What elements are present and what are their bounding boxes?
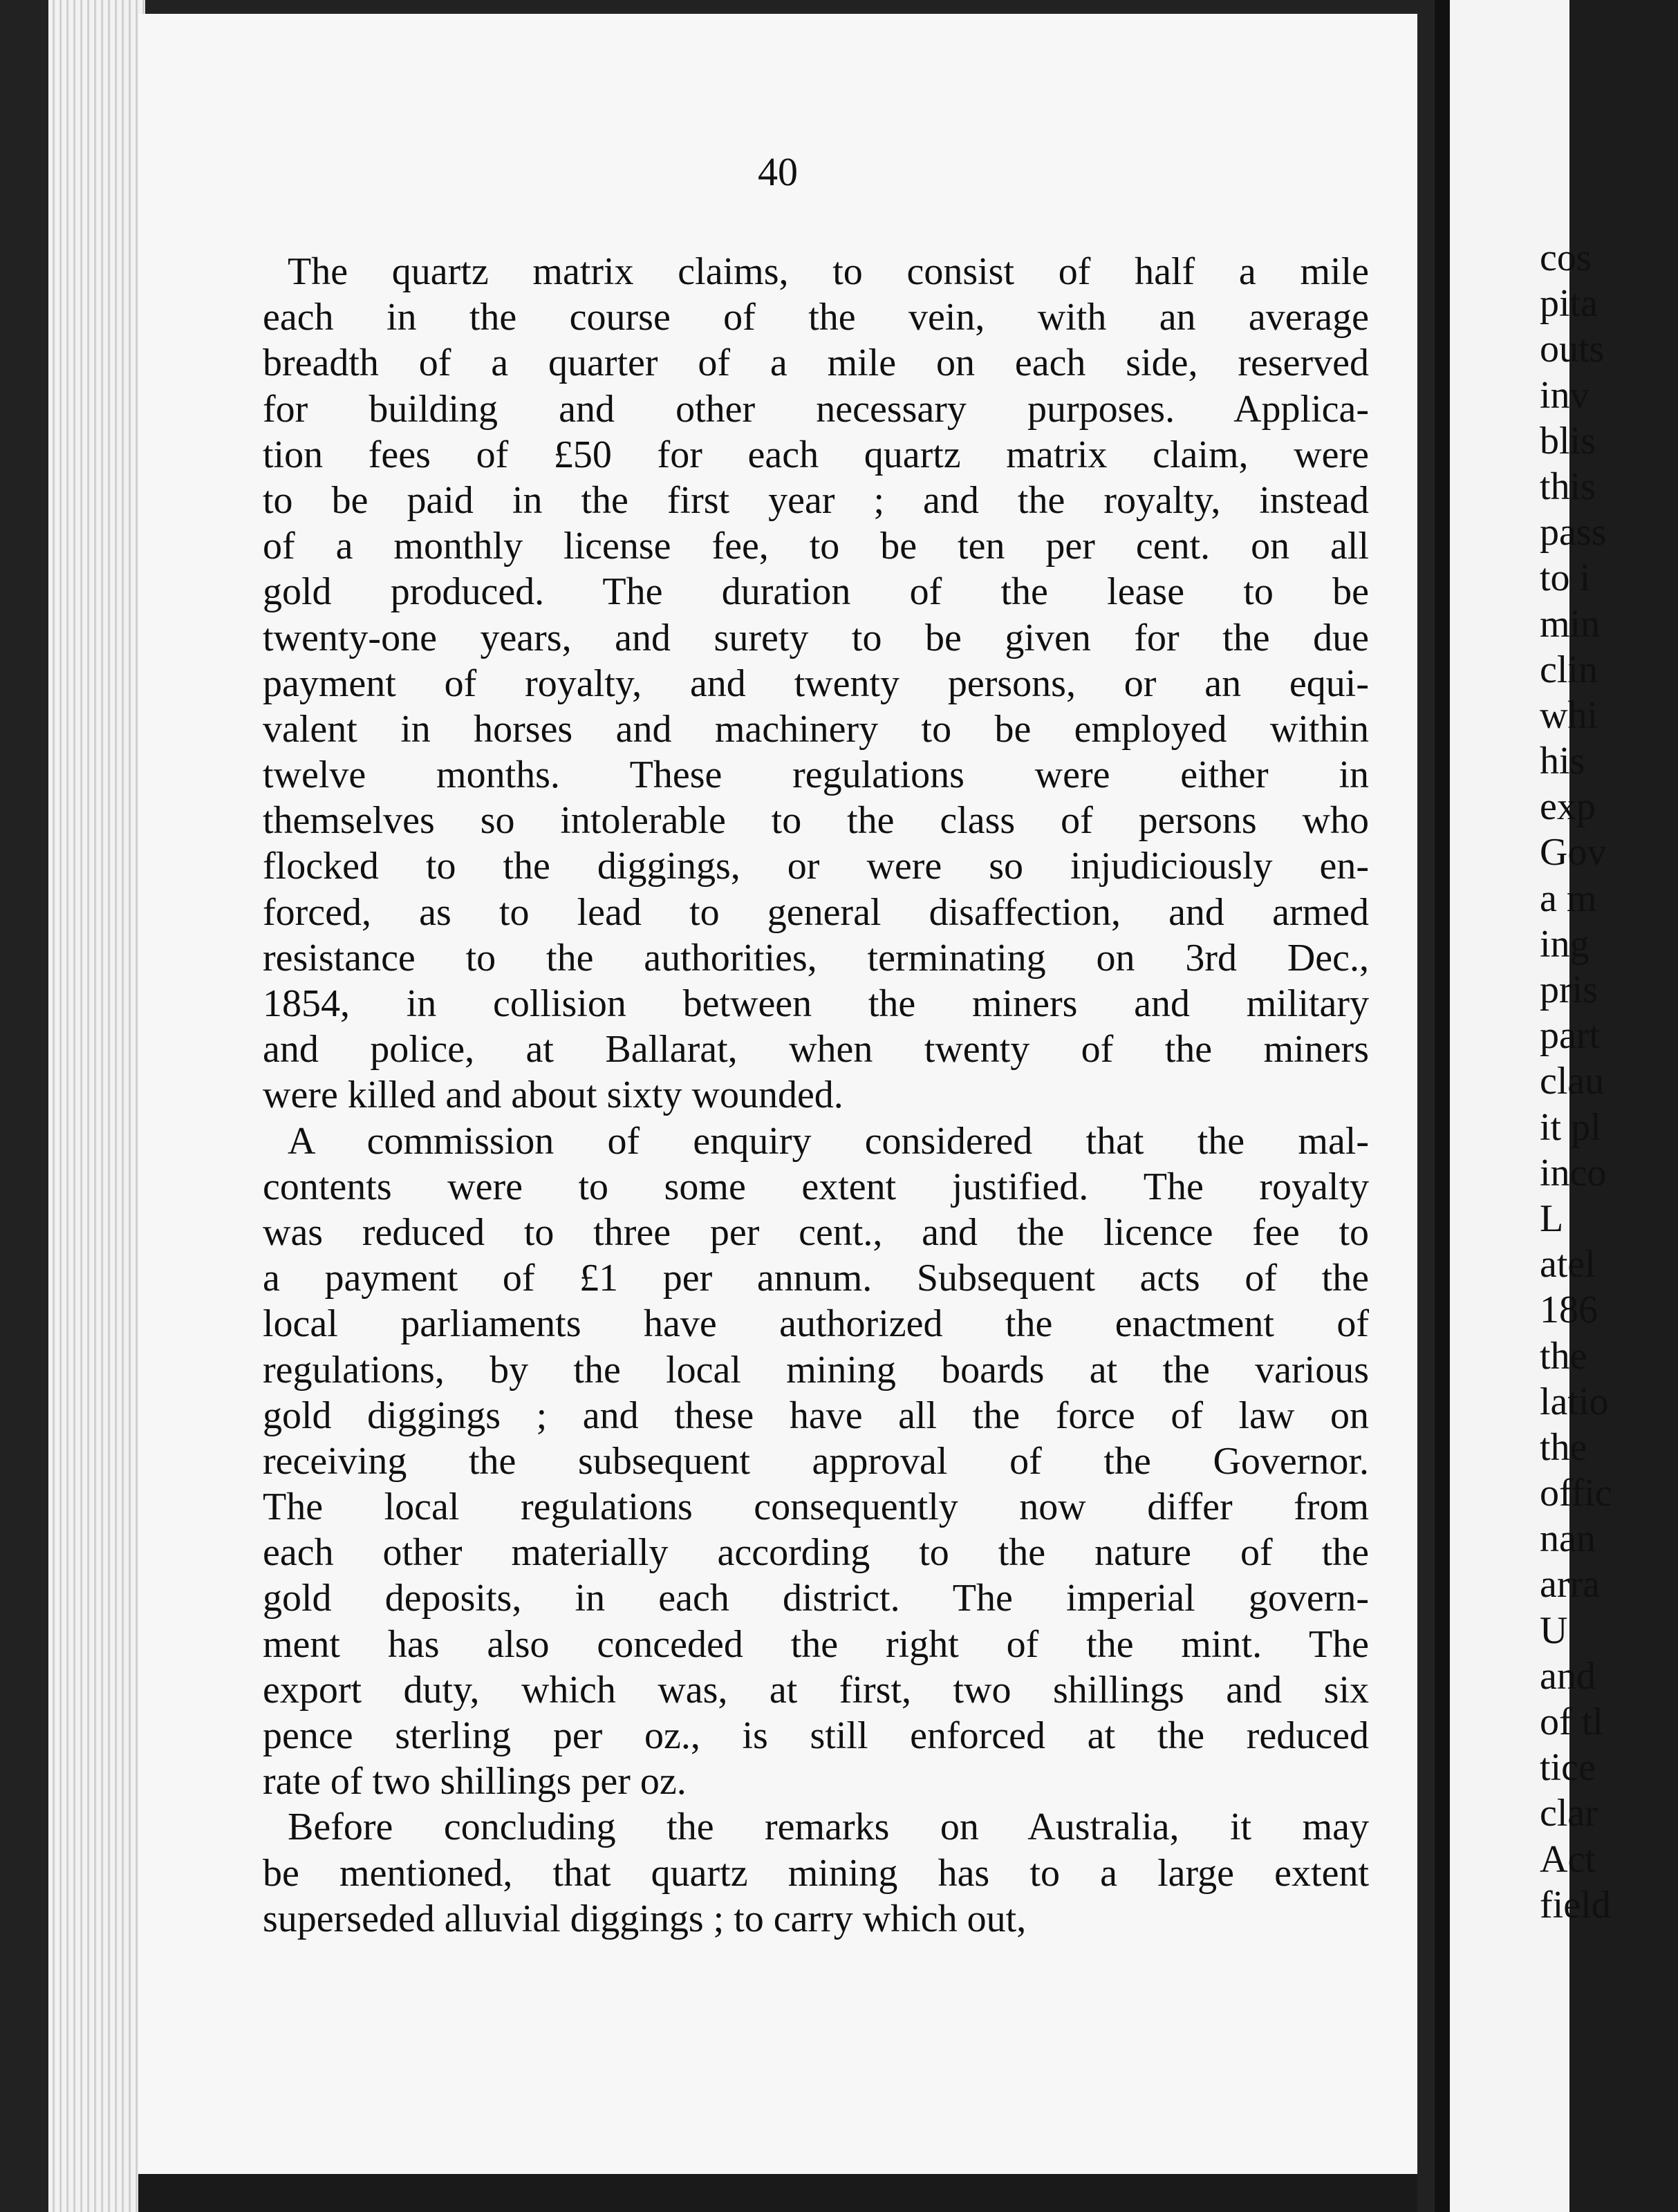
facing-text-fragment: of tl	[1540, 1700, 1603, 1743]
facing-text-fragment: field	[1540, 1883, 1611, 1927]
text-line: payment of royalty, and twenty persons, or an equi-	[263, 662, 1369, 705]
facing-text-fragment: inv	[1540, 373, 1590, 417]
facing-text-fragment: offic	[1540, 1472, 1612, 1515]
text-line: gold deposits, in each district. The imperial govern-	[263, 1577, 1369, 1620]
text-line: local parliaments have authorized the enactment of	[263, 1302, 1369, 1346]
facing-text-fragment: Gov	[1540, 831, 1607, 874]
text-line: forced, as to lead to general disaffection, and armed	[263, 890, 1369, 934]
text-line: each other materially according to the nature of the	[263, 1531, 1369, 1575]
text-line: gold diggings ; and these have all the force of law on	[263, 1394, 1369, 1437]
text-line: ment has also conceded the right of the mint. The	[263, 1622, 1369, 1666]
text-line: contents were to some extent justified. The royalty	[263, 1165, 1369, 1208]
facing-text-fragment: pass	[1540, 511, 1607, 554]
text-line: receiving the subsequent approval of the Governor.	[263, 1439, 1369, 1483]
text-line: tion fees of £50 for each quartz matrix claim, were	[263, 433, 1369, 476]
facing-text-fragment: U	[1540, 1609, 1568, 1652]
text-line: breadth of a quarter of a mile on each side, reserved	[263, 341, 1369, 385]
text-line: The local regulations consequently now differ from	[263, 1485, 1369, 1529]
text-line: A commission of enquiry considered that the mal-	[288, 1119, 1369, 1163]
body-text	[263, 249, 1369, 1942]
facing-text-fragment: latio	[1540, 1380, 1609, 1423]
facing-page-text	[1540, 235, 1678, 1928]
text-line: 1854, in collision between the miners and military	[263, 982, 1369, 1025]
facing-text-fragment: part	[1540, 1014, 1601, 1058]
facing-text-fragment: blis	[1540, 419, 1596, 462]
facing-text-fragment: it pl	[1540, 1105, 1601, 1149]
text-line: valent in horses and machinery to be employed within	[263, 707, 1369, 751]
text-line: pence sterling per oz., is still enforced at the reduced	[263, 1714, 1369, 1757]
text-line: be mentioned, that quartz mining has to a large extent	[263, 1851, 1369, 1895]
facing-text-fragment: arra	[1540, 1563, 1601, 1606]
text-line: of a monthly license fee, to be ten per cent. on all	[263, 525, 1369, 568]
text-line: gold produced. The duration of the lease to be	[263, 570, 1369, 614]
facing-text-fragment: min	[1540, 602, 1601, 646]
facing-text-fragment: inco	[1540, 1151, 1607, 1194]
facing-page	[1435, 0, 1612, 2212]
text-line: flocked to the diggings, or were so injudiciously en-	[263, 845, 1369, 888]
facing-text-fragment: pris	[1540, 968, 1598, 1011]
facing-text-fragment: to i	[1540, 556, 1591, 600]
facing-text-fragment: tice	[1540, 1746, 1596, 1790]
facing-text-fragment: clin	[1540, 648, 1598, 691]
facing-text-fragment: whi	[1540, 693, 1598, 737]
facing-text-fragment: cos	[1540, 236, 1592, 279]
facing-text-fragment: this	[1540, 465, 1596, 508]
text-line: twelve months. These regulations were either in	[263, 753, 1369, 797]
text-line: a payment of £1 per annum. Subsequent acts of the	[263, 1257, 1369, 1300]
text-line: was reduced to three per cent., and the licence fee to	[263, 1210, 1369, 1254]
text-line: regulations, by the local mining boards at the various	[263, 1348, 1369, 1391]
text-line: and police, at Ballarat, when twenty of the miners	[263, 1028, 1369, 1071]
facing-text-fragment: ing	[1540, 922, 1590, 966]
facing-text-fragment: pita	[1540, 282, 1598, 326]
text-line: export duty, which was, at first, two shillings and six	[263, 1668, 1369, 1712]
facing-text-fragment: a m	[1540, 877, 1597, 920]
facing-text-fragment: his	[1540, 740, 1585, 783]
page-bottom-edge	[138, 2174, 1417, 2212]
facing-text-fragment: 186	[1540, 1288, 1598, 1332]
facing-text-fragment: and	[1540, 1654, 1596, 1698]
text-line: each in the course of the vein, with an average	[263, 296, 1369, 339]
facing-text-fragment: L	[1540, 1197, 1564, 1240]
facing-text-fragment: atel	[1540, 1243, 1596, 1286]
text-line: for building and other necessary purposes. Applica-	[263, 387, 1369, 431]
facing-text-fragment: Act	[1540, 1837, 1596, 1881]
facing-text-fragment: the	[1540, 1334, 1587, 1378]
text-line: Before concluding the remarks on Australia, it may	[288, 1806, 1369, 1849]
text-line: to be paid in the first year ; and the royalty, instead	[263, 478, 1369, 522]
page-stack-edge	[48, 0, 145, 2212]
text-line: rate of two shillings per oz.	[263, 1760, 687, 1803]
page-number: 40	[758, 149, 798, 194]
text-line: resistance to the authorities, terminating on 3rd Dec.,	[263, 936, 1369, 980]
text-line: twenty-one years, and surety to be given for the due	[263, 616, 1369, 659]
facing-text-fragment: outs	[1540, 328, 1605, 371]
facing-text-fragment: clau	[1540, 1060, 1605, 1103]
book-page	[138, 14, 1417, 2174]
text-line: The quartz matrix claims, to consist of half a mile	[288, 250, 1369, 293]
text-line: themselves so intolerable to the class of persons who	[263, 799, 1369, 843]
facing-text-fragment: exp	[1540, 785, 1596, 829]
facing-text-fragment: clar	[1540, 1792, 1598, 1835]
text-line: were killed and about sixty wounded.	[263, 1074, 843, 1117]
facing-text-fragment: nan	[1540, 1517, 1596, 1561]
text-line: superseded alluvial diggings ; to carry which out,	[263, 1897, 1027, 1940]
facing-text-fragment: the	[1540, 1425, 1587, 1469]
